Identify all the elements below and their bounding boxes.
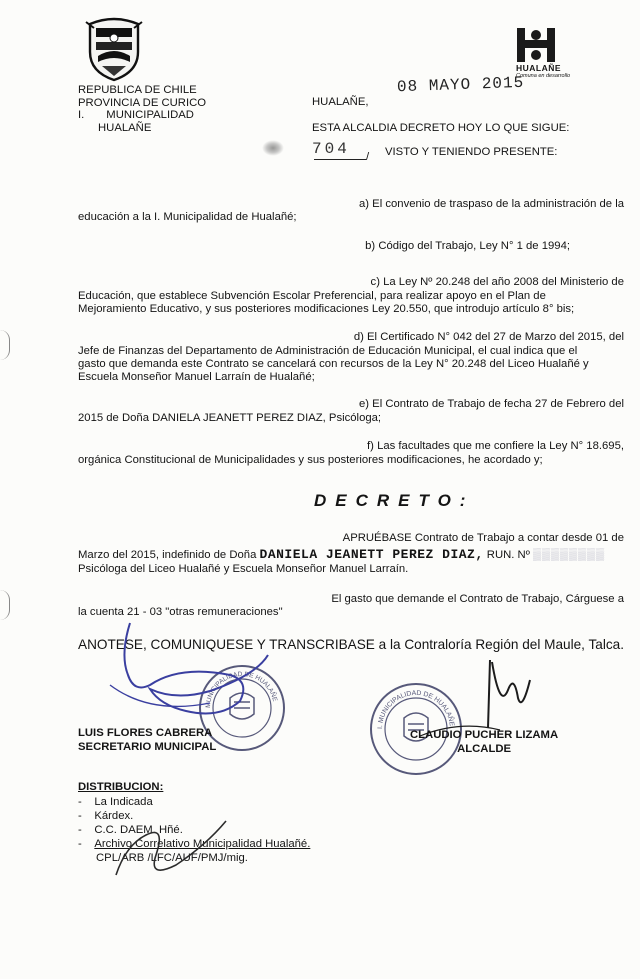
list-item: - C.C. DAEM. Hñé. — [78, 824, 183, 836]
number-underline: / — [314, 148, 369, 163]
list-item: - La Indicada — [78, 796, 153, 808]
resolution-2: El gasto que demande el Contrato de Trabajo, Cárguese a — [331, 593, 624, 605]
brand-name: HUALAÑE — [516, 63, 562, 73]
province-line: PROVINCIA DE CURICO — [78, 96, 207, 109]
municipality-line: I. MUNICIPALIDAD — [78, 109, 194, 121]
place-label: HUALAÑE, — [312, 96, 369, 108]
secretary-title: SECRETARIO MUNICIPAL — [78, 741, 217, 753]
consideration-f-cont: orgánica Constitucional de Municipalidades y sus posteriores modificaciones, he acordado y; — [78, 454, 543, 466]
resolution-1: APRUÉBASE Contrato de Trabajo a contar desde 01 de — [342, 532, 624, 544]
signatory-left — [78, 726, 216, 754]
coat-of-arms-emblem — [84, 16, 144, 82]
consideration-a-cont: educación a la I. Municipalidad de Hualañé; — [78, 211, 297, 223]
consideration-c: c) La Ley Nº 20.248 del año 2008 del Ministerio de — [370, 276, 624, 288]
consideration-d: d) El Certificado N° 042 del 27 de Marzo del 2015, del — [353, 331, 624, 343]
anotese-line: ANOTESE, COMUNIQUESE Y TRANSCRIBASE a la Contraloría Región del Maule, Talca. — [78, 637, 624, 652]
list-item: - Archivo Correlativo Municipalidad Hualañé. — [78, 838, 311, 850]
issuer-block — [78, 84, 206, 134]
consideration-d-cont-1: Jefe de Finanzas del Departamento de Administración de Educación Municipal, el cual indica que el — [78, 345, 578, 357]
consideration-e: e) El Contrato de Trabajo de fecha 27 de Febrero del — [358, 398, 624, 410]
consideration-d-cont-3: Escuela Monseñor Manuel Larraín de Hualañé; — [78, 371, 315, 383]
consideration-c-cont-2: Mejoramiento Educativo, y sus posteriores modificaciones Ley 20.550, que introdujo artículo 8° bis; — [78, 303, 575, 315]
consideration-f: f) Las facultades que me confiere la Ley N° 18.695, — [367, 440, 624, 452]
city-line: HUALAÑE — [98, 121, 152, 134]
signature-initials — [96, 815, 246, 885]
date-stamp: 08 MAYO 2015 — [396, 73, 525, 97]
secretary-name: LUIS FLORES CABRERA — [78, 727, 213, 739]
signature-right — [400, 650, 540, 740]
republic-line: REPUBLICA DE CHILE — [78, 84, 197, 96]
consideration-e-cont: 2015 de Doña DANIELA JEANETT PEREZ DIAZ, Psicóloga; — [78, 412, 382, 424]
punch-mark-top — [0, 330, 10, 360]
mayor-title: ALCALDE — [457, 743, 512, 755]
svg-text:I. MUNICIPALIDAD DE HUALAÑE: I. MUNICIPALIDAD DE HUALAÑE — [376, 689, 455, 730]
consideration-a: a) El convenio de traspaso de la administración de la — [358, 198, 624, 210]
employee-name: DANIELA JEANETT PEREZ DIAZ, — [259, 547, 484, 562]
resolution-1-cont: Marzo del 2015, indefinido de Doña DANIELA JEANETT PEREZ DIAZ, RUN. Nº ▒▒▒▒▒▒▒▒ — [78, 547, 606, 562]
visto-line: VISTO Y TENIENDO PRESENTE: — [385, 146, 558, 158]
consideration-d-cont-2: gasto que demanda este Contrato se cancelará con recursos de la Ley N° 20.248 del Liceo Hualañé y — [78, 358, 589, 370]
brand-tagline: Comuna en desarrollo — [516, 73, 571, 79]
mayor-name: CLAUDIO PUCHER LIZAMA — [410, 729, 559, 741]
decree-number: 704 — [312, 140, 350, 158]
ink-smudge — [262, 140, 284, 156]
signature-left — [90, 615, 290, 725]
hualane-logo-icon — [515, 26, 557, 64]
consideration-b: b) Código del Trabajo, Ley N° 1 de 1994; — [365, 240, 570, 252]
svg-text:MUNICIPALIDAD DE HUALAÑE: MUNICIPALIDAD DE HUALAÑE — [204, 670, 279, 709]
list-item: - Kárdex. — [78, 810, 134, 822]
resolution-2-cont: la cuenta 21 - 03 "otras remuneraciones" — [78, 606, 283, 618]
initials-line: CPL/ARB /LFC/AUF/PMJ/mig. — [96, 852, 248, 864]
punch-mark-bottom — [0, 590, 10, 620]
redacted-run: ▒▒▒▒▒▒▒▒ — [532, 549, 606, 561]
distribution-title: DISTRIBUCION: — [78, 781, 164, 793]
resolution-1-cont-2: Psicóloga del Liceo Hualañé y Escuela Monseñor Manuel Larraín. — [78, 563, 409, 575]
decree-intro-line: ESTA ALCALDIA DECRETO HOY LO QUE SIGUE: — [312, 122, 570, 134]
decreto-heading: DECRETO: — [314, 491, 475, 510]
consideration-c-cont-1: Educación, que establece Subvención Escolar Preferencial, para realizar apoyo en el Plan de — [78, 290, 546, 302]
signatory-right — [410, 728, 558, 756]
